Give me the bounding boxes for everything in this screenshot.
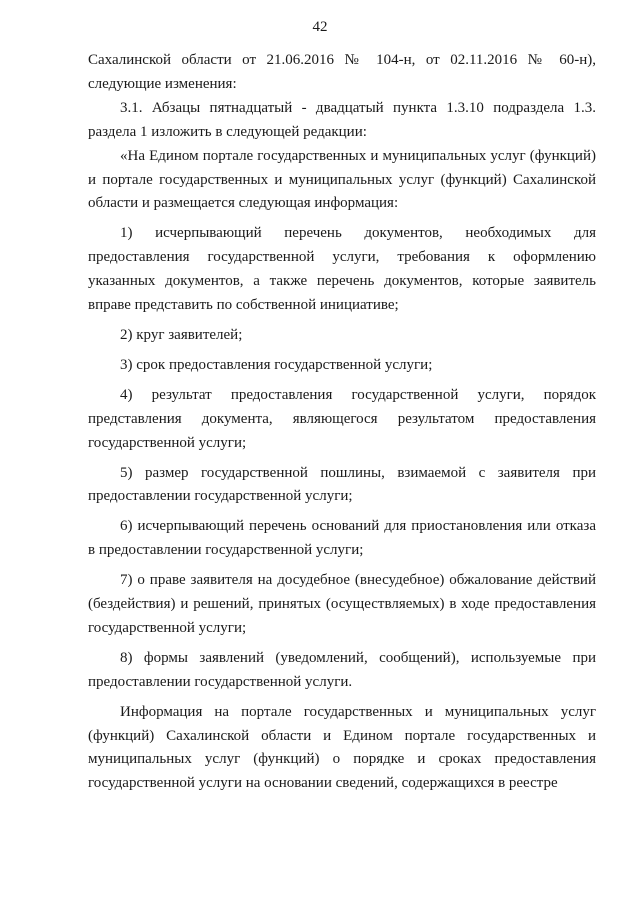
- list-item-8: 8) формы заявлений (уведомлений, сообщений), используемые при предоставлении государственной услуги.: [88, 649, 596, 690]
- paragraph-amendment-3-1: 3.1. Абзацы пятнадцатый - двадцатый пункта 1.3.10 подраздела 1.3. раздела 1 изложить в следующей редакции:: [88, 99, 596, 140]
- paragraph-information: Информация на портале государственных и муниципальных услуг (функций) Сахалинской области и Едином портале государственных и муниципальных услуг (функций) о порядке и сроках предоставления государственной услуги на основании сведений, содержащихся в реестре: [88, 703, 596, 792]
- list-item-2: 2) круг заявителей;: [120, 326, 243, 343]
- document-body: [88, 49, 596, 796]
- list-item-1: 1) исчерпывающий перечень документов, необходимых для предоставления государственной услуги, требования к оформлению указанных документов, а также перечень документов, которые заявитель вправе представить по собственной инициативе;: [88, 225, 596, 314]
- list-item-5: 5) размер государственной пошлины, взимаемой с заявителя при предоставлении государственной услуги;: [88, 464, 596, 505]
- list-item-7: 7) о праве заявителя на досудебное (внесудебное) обжалование действий (бездействия) и решений, принятых (осуществляемых) в ходе предоставления государственной услуги;: [88, 572, 596, 636]
- paragraph-quoted-intro: «На Едином портале государственных и муниципальных услуг (функций) и портале государственных и муниципальных услуг (функций) Сахалинской области и размещается следующая информация:: [88, 147, 596, 212]
- paragraph-intro-continuation: Сахалинской области от 21.06.2016 № 104-н, от 02.11.2016 № 60-н), следующие изменения:: [88, 52, 596, 92]
- list-item-4: 4) результат предоставления государственной услуги, порядок представления документа, являющегося результатом предоставления государственной услуги;: [88, 386, 596, 451]
- list-item-6: 6) исчерпывающий перечень оснований для приостановления или отказа в предоставлении государственной услуги;: [88, 518, 596, 559]
- page-number: 42: [312, 19, 328, 35]
- list-item-3: 3) срок предоставления государственной услуги;: [120, 356, 433, 373]
